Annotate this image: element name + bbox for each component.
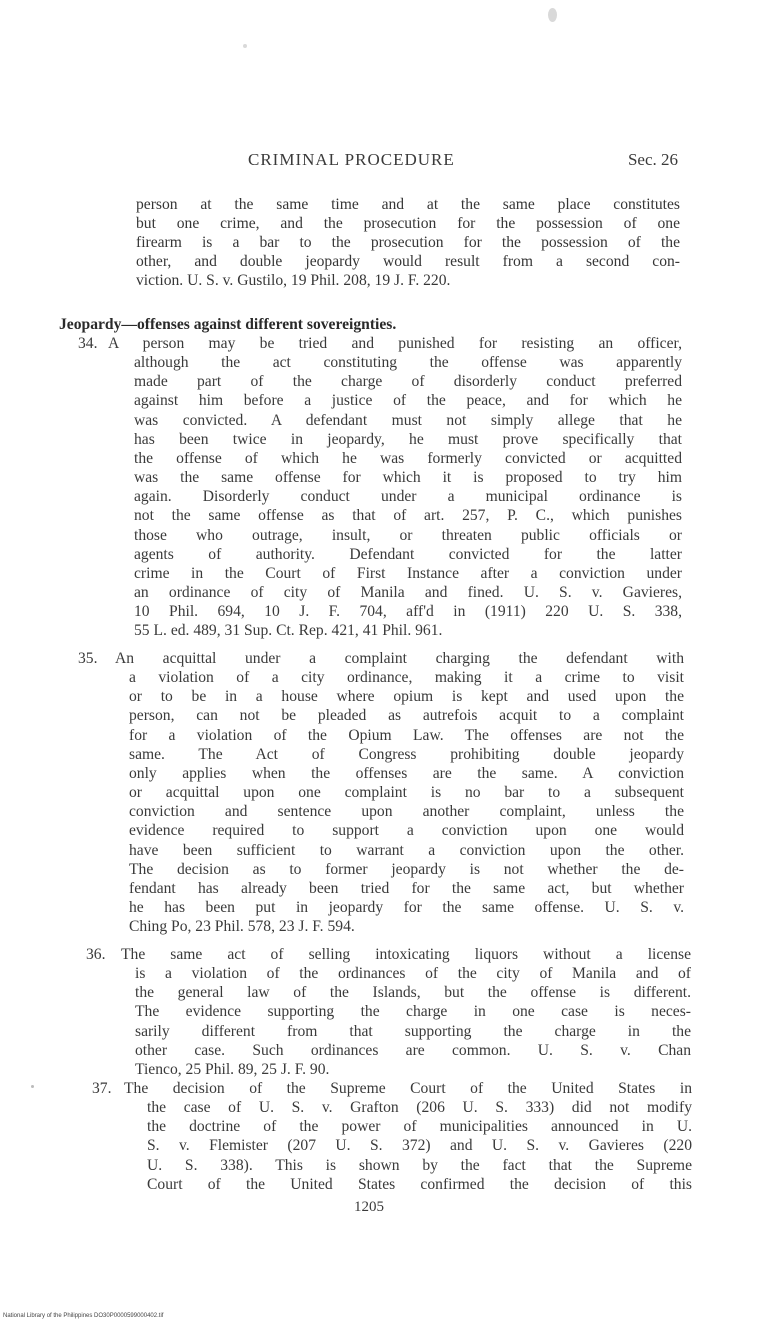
text-line: firearm is a bar to the prosecution for the possession of the [136,234,680,251]
text-line: fendant has already been tried for the same act, but whether [129,879,684,897]
text-line: The evidence supporting the charge in one case is neces- [135,1003,691,1021]
page-number: 1205 [354,1199,384,1215]
text-line: The same act of selling intoxicating liquors without a license [121,946,691,963]
text-line: Tienco, 25 Phil. 89, 25 J. F. 90. [135,1060,330,1078]
text-line: The decision of the Supreme Court of the United States in [124,1080,692,1097]
text-line: Court of the United States confirmed the decision of this [147,1175,692,1193]
paragraph-body [121,945,691,1079]
text-line: he has been put in jeopardy for the same offense. U. S. v. [129,899,684,917]
text-line: the case of U. S. v. Grafton (206 U. S. 333) did not modify [147,1099,692,1117]
text-line: S. v. Flemister (207 U. S. 372) and U. S. v. Gavieres (220 [147,1137,692,1155]
text-line: An acquittal under a complaint charging the defendant with [115,650,684,667]
text-line: other case. Such ordinances are common. U. S. v. Chan [135,1041,691,1059]
paragraph-body [108,334,682,641]
paper-speck [548,8,557,22]
paragraph-number: 35. [78,650,98,667]
text-line: evidence required to support a conviction upon one would [129,822,684,840]
text-line: 55 L. ed. 489, 31 Sup. Ct. Rep. 421, 41 Phil. 961. [134,622,443,640]
text-line: again. Disorderly conduct under a municipal ordinance is [134,488,682,506]
text-line: have been sufficient to warrant a conviction upon the other. [129,841,684,859]
text-line: was convicted. A defendant must not simply allege that he [134,411,682,429]
text-line: crime in the Court of First Instance after a conviction under [134,564,682,582]
text-line: 10 Phil. 694, 10 J. F. 704, aff'd in (1911) 220 U. S. 338, [134,603,682,621]
text-line: the general law of the Islands, but the offense is different. [135,984,691,1002]
text-line: Ching Po, 23 Phil. 578, 23 J. F. 594. [129,918,355,936]
text-line: not the same offense as that of art. 257, P. C., which punishes [134,507,682,525]
text-line: person, can not be pleaded as autrefois acquit to a complaint [129,707,684,725]
running-header [248,150,678,174]
text-line: against him before a justice of the peace, and for which he [134,392,682,410]
text-line: or acquittal upon one complaint is no bar to a subsequent [129,784,684,802]
text-line: the doctrine of the power of municipalities announced in U. [147,1118,692,1136]
text-line: but one crime, and the prosecution for the possession of one [136,215,680,232]
text-line: made part of the charge of disorderly conduct preferred [134,373,682,391]
scan-credit: National Library of the Philippines DO30P0000599000402.tif [3,1313,164,1319]
text-line: a violation of a city ordinance, making it a crime to visit [129,669,684,687]
paragraph-number: 36. [86,946,106,963]
text-line: or to be in a house where opium is kept and used upon the [129,688,684,706]
text-line: U. S. 338). This is shown by the fact that the Supreme [147,1156,692,1174]
text-line: agents of authority. Defendant convicted for the latter [134,545,682,563]
text-line: is a violation of the ordinances of the city of Manila and of [135,965,691,983]
paper-speck [31,1085,34,1088]
text-line: viction. U. S. v. Gustilo, 19 Phil. 208, 19 J. F. 220. [136,272,451,289]
text-line: other, and double jeopardy would result from a second con- [136,253,680,270]
continuation-paragraph [136,195,680,290]
text-line: sarily different from that supporting the charge in the [135,1022,691,1040]
text-line: the offense of which he was formerly convicted or acquitted [134,449,682,467]
text-line: conviction and sentence upon another complaint, unless the [129,803,684,821]
text-line: The decision as to former jeopardy is not whether the de- [129,860,684,878]
text-line: those who outrage, insult, or threaten public officials or [134,526,682,544]
paragraph-body [115,649,684,936]
text-line: has been twice in jeopardy, he must prove specifically that [134,430,682,448]
paragraph-number: 37. [92,1080,112,1097]
text-line: A person may be tried and punished for resisting an officer, [108,335,682,352]
text-line: although the act constituting the offense was apparently [134,354,682,372]
text-line: an ordinance of city of Manila and fined. U. S. v. Gavieres, [134,584,682,602]
paper-speck [243,44,247,48]
text-line: only applies when the offenses are the same. A conviction [129,764,684,782]
text-line: for a violation of the Opium Law. The offenses are not the [129,726,684,744]
text-line: same. The Act of Congress prohibiting double jeopardy [129,745,684,763]
running-header-section: Sec. 26 [627,150,678,169]
paragraph-number: 34. [78,335,98,352]
text-line: was the same offense for which it is proposed to try him [134,469,682,487]
section-heading: Jeopardy—offenses against different sovereignties. [59,316,397,333]
running-header-title: CRIMINAL PROCEDURE [248,150,455,169]
paragraph-body [124,1079,692,1194]
text-line: person at the same time and at the same place constitutes [136,196,680,213]
